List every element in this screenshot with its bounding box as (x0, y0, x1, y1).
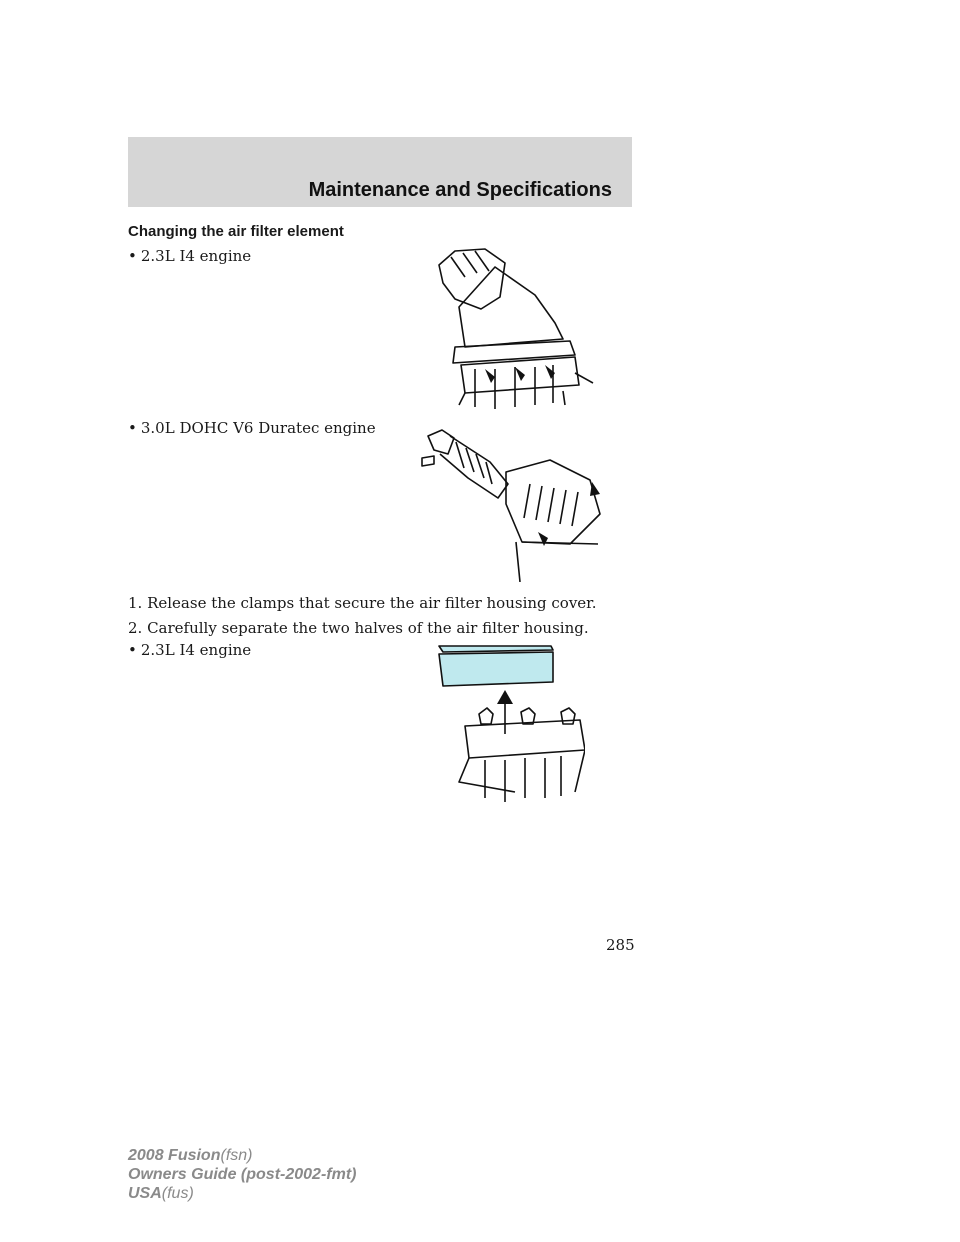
bullet-text: 3.0L DOHC V6 Duratec engine (140, 419, 376, 437)
bullet-engine-v6 (128, 419, 376, 437)
section-header: Maintenance and Specifications (308, 179, 612, 201)
figure-air-box-i4 (425, 237, 595, 415)
page-number: 285 (606, 936, 635, 954)
footer-region-code: (fus) (161, 1185, 194, 1202)
footer-model-code: (fsn) (220, 1147, 253, 1164)
figure-air-box-v6 (420, 424, 605, 582)
bullet-text: 2.3L I4 engine (140, 247, 252, 265)
footer (128, 1146, 356, 1203)
bullet-text: 2.3L I4 engine (140, 641, 252, 659)
footer-region: USA (128, 1185, 162, 1202)
footer-model: 2008 Fusion (128, 1147, 221, 1164)
step-1: 1. Release the clamps that secure the air filter housing cover. (128, 594, 597, 612)
figure-filter-element (435, 642, 585, 804)
bullet-engine-i4 (128, 247, 251, 265)
section-title: Changing the air filter element (128, 223, 344, 240)
header-band (128, 137, 632, 207)
footer-guide: Owners Guide (post-2002-fmt) (128, 1166, 357, 1183)
bullet-engine-i4-filter (128, 641, 251, 659)
step-2: 2. Carefully separate the two halves of the air filter housing. (128, 619, 589, 637)
